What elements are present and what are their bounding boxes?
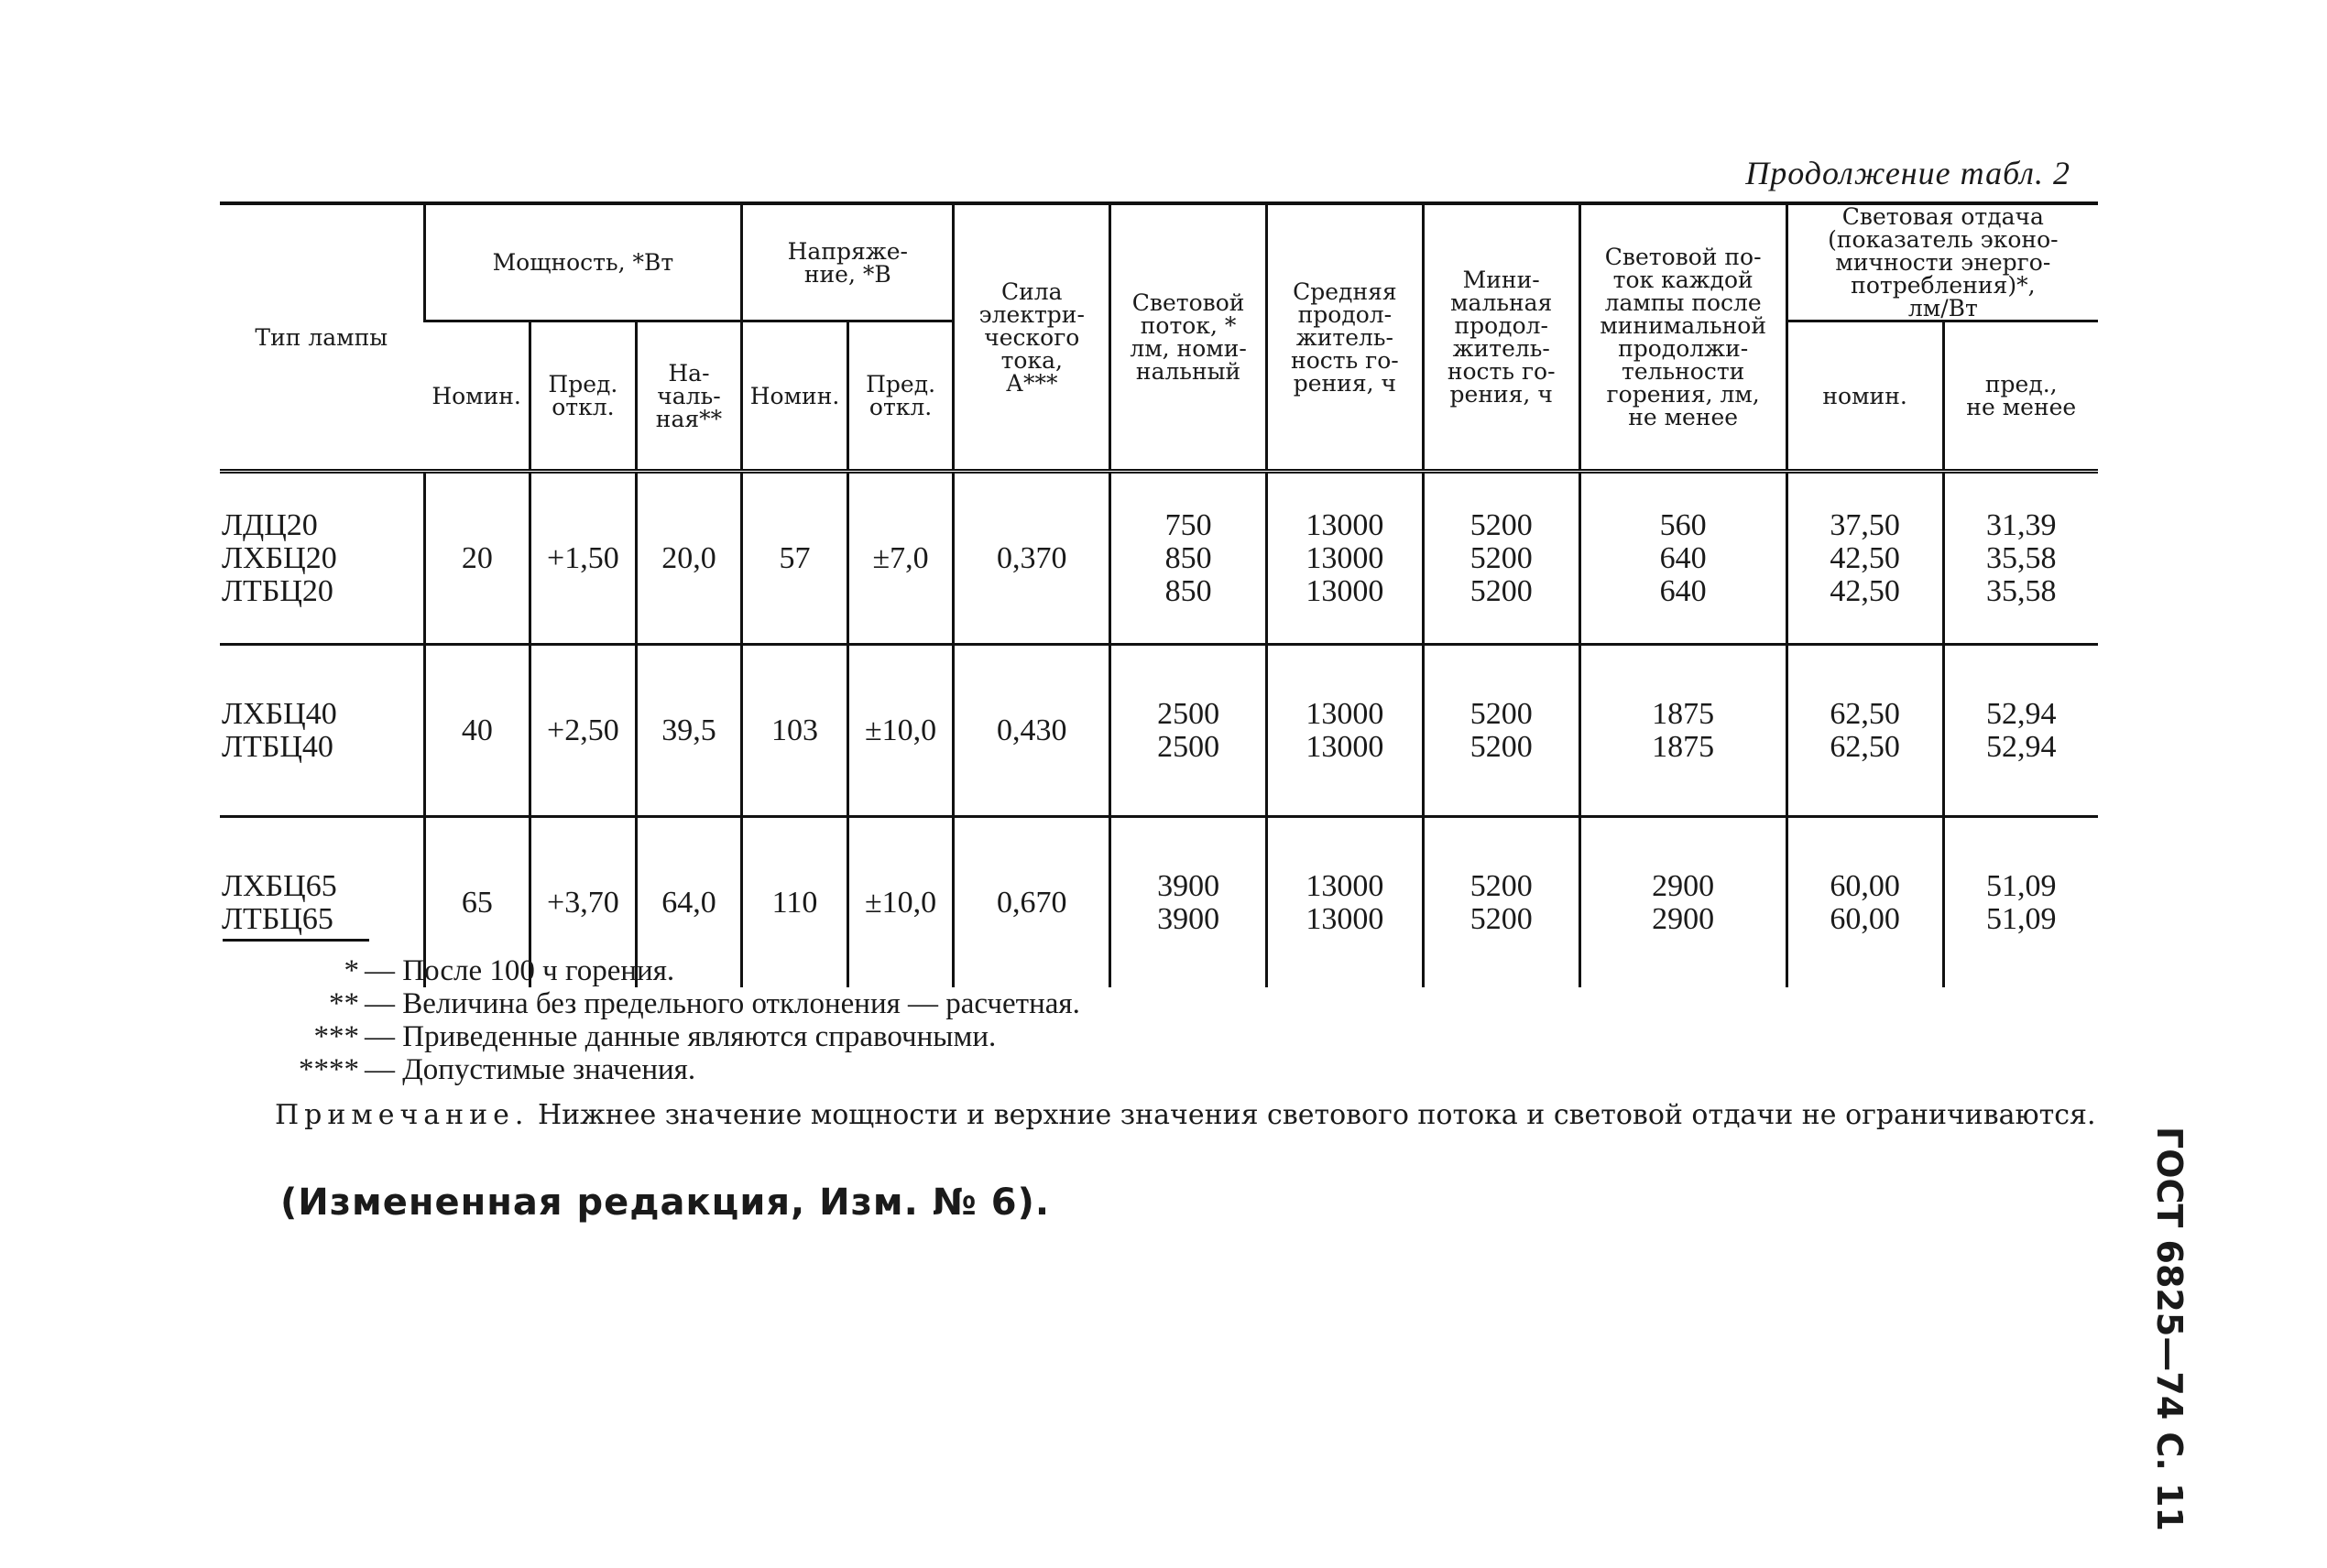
min-life-value: 5200 <box>1469 573 1533 608</box>
footnote-divider <box>223 939 369 942</box>
efficacy-nom-value: 37,50 <box>1830 507 1900 542</box>
remark-paragraph <box>220 1099 2098 1132</box>
min-life-value: 5200 <box>1469 696 1533 731</box>
flux-each-value: 640 <box>1659 573 1707 608</box>
min-life-cell <box>1423 645 1579 817</box>
table-row <box>220 472 2098 645</box>
remark-text: Нижнее значение мощности и верхние значения светового потока и световой отдачи не ограничиваются. <box>538 1099 2096 1131</box>
voltage-nom-cell: 110 <box>742 817 848 988</box>
efficacy-min-value: 51,09 <box>1986 901 2057 936</box>
flux-each-cell <box>1579 645 1786 817</box>
power-dev-cell: +2,50 <box>530 645 637 817</box>
avg-life-value: 13000 <box>1306 696 1384 731</box>
header-min-life: Мини- мальная продол- житель- ность го- рения, ч <box>1423 203 1579 472</box>
avg-life-value: 13000 <box>1306 901 1384 936</box>
lamp-parameters-table <box>220 201 2098 987</box>
current-cell: 0,430 <box>954 645 1110 817</box>
min-life-value: 5200 <box>1469 540 1533 575</box>
efficacy-min-value: 31,39 <box>1986 507 2057 542</box>
header-flux: Световой поток, * лм, номи- нальный <box>1110 203 1267 472</box>
min-life-cell <box>1423 817 1579 988</box>
min-life-value: 5200 <box>1469 729 1533 764</box>
efficacy-min-value: 51,09 <box>1986 868 2057 903</box>
flux-each-value: 640 <box>1659 540 1707 575</box>
avg-life-cell <box>1266 472 1423 645</box>
avg-life-value: 13000 <box>1306 573 1384 608</box>
lamp-type: ЛТБЦ65 <box>222 901 333 936</box>
flux-cell <box>1110 817 1267 988</box>
voltage-dev-cell: ±7,0 <box>847 472 954 645</box>
avg-life-value: 13000 <box>1306 868 1384 903</box>
avg-life-value: 13000 <box>1306 507 1384 542</box>
header-efficacy-nom: номин. <box>1786 321 1943 472</box>
efficacy-min-value: 52,94 <box>1986 696 2057 731</box>
flux-value: 3900 <box>1157 901 1220 936</box>
flux-each-value: 1875 <box>1652 729 1715 764</box>
power-init-cell: 39,5 <box>636 645 742 817</box>
header-power: Мощность, *Вт <box>424 203 742 321</box>
min-life-value: 5200 <box>1469 868 1533 903</box>
efficacy-nom-cell <box>1786 817 1943 988</box>
header-efficacy-min: пред., не менее <box>1943 321 2098 472</box>
power-init-cell: 64,0 <box>636 817 742 988</box>
header-power-nom: Номин. <box>424 321 530 472</box>
footnote <box>275 954 1080 987</box>
min-life-value: 5200 <box>1469 507 1533 542</box>
footnote-text: — После 100 ч горения. <box>365 954 675 987</box>
header-power-dev: Пред. откл. <box>530 321 637 472</box>
edition-note: (Измененная редакция, Изм. № 6). <box>280 1181 1051 1224</box>
efficacy-nom-value: 42,50 <box>1830 573 1900 608</box>
lamp-type: ЛХБЦ20 <box>222 540 337 575</box>
flux-each-value: 560 <box>1659 507 1707 542</box>
flux-value: 750 <box>1164 507 1212 542</box>
voltage-nom-cell: 103 <box>742 645 848 817</box>
power-dev-cell: +3,70 <box>530 817 637 988</box>
efficacy-nom-value: 42,50 <box>1830 540 1900 575</box>
min-life-cell <box>1423 472 1579 645</box>
flux-each-cell <box>1579 817 1786 988</box>
header-flux-each: Световой по- ток каждой лампы после минимальной продолжи- тельности горения, лм, не менее <box>1579 203 1786 472</box>
efficacy-min-value: 35,58 <box>1986 573 2057 608</box>
footnote <box>275 987 1080 1020</box>
footnote <box>275 1020 1080 1053</box>
power-init-cell: 20,0 <box>636 472 742 645</box>
flux-value: 2500 <box>1157 729 1220 764</box>
avg-life-cell <box>1266 645 1423 817</box>
header-current: Сила электри- ческого тока, А*** <box>954 203 1110 472</box>
lamp-type: ЛХБЦ65 <box>222 868 337 903</box>
table-caption: Продолжение табл. 2 <box>1745 155 2070 191</box>
remark-label: Примечание. <box>275 1099 530 1131</box>
efficacy-min-cell <box>1943 645 2098 817</box>
header-efficacy: Световая отдача (показатель эконо- мичности энерго- потребления)*, лм/Вт <box>1786 203 2098 321</box>
header-voltage: Напряже- ние, *В <box>742 203 954 321</box>
flux-value: 3900 <box>1157 868 1220 903</box>
header-voltage-nom: Номин. <box>742 321 848 472</box>
lamp-type: ЛДЦ20 <box>222 507 318 542</box>
avg-life-value: 13000 <box>1306 729 1384 764</box>
power-nom-cell: 20 <box>424 472 530 645</box>
current-cell: 0,670 <box>954 817 1110 988</box>
flux-each-value: 1875 <box>1652 696 1715 731</box>
header-avg-life: Средняя продол- житель- ность го- рения, ч <box>1266 203 1423 472</box>
flux-each-cell <box>1579 472 1786 645</box>
table-row <box>220 645 2098 817</box>
voltage-nom-cell: 57 <box>742 472 848 645</box>
footnote-mark: * <box>344 954 359 987</box>
header-voltage-dev: Пред. откл. <box>847 321 954 472</box>
avg-life-value: 13000 <box>1306 540 1384 575</box>
document-side-label: ГОСТ 6825—74 С. 11 <box>2149 1127 2190 1531</box>
header-lamp-type: Тип лампы <box>220 203 424 472</box>
footnote-text: — Приведенные данные являются справочными. <box>365 1020 997 1053</box>
footnote-mark: ** <box>329 987 359 1020</box>
lamp-type: ЛТБЦ40 <box>222 729 333 764</box>
voltage-dev-cell: ±10,0 <box>847 817 954 988</box>
efficacy-nom-value: 60,00 <box>1830 868 1900 903</box>
footnote-text: — Допустимые значения. <box>365 1053 696 1086</box>
min-life-value: 5200 <box>1469 901 1533 936</box>
avg-life-cell <box>1266 817 1423 988</box>
flux-cell <box>1110 645 1267 817</box>
footnote-mark: *** <box>313 1020 359 1053</box>
flux-value: 850 <box>1164 573 1212 608</box>
efficacy-nom-cell <box>1786 472 1943 645</box>
power-nom-cell: 65 <box>424 817 530 988</box>
efficacy-min-cell <box>1943 817 2098 988</box>
efficacy-nom-value: 62,50 <box>1830 729 1900 764</box>
flux-value: 2500 <box>1157 696 1220 731</box>
efficacy-min-value: 35,58 <box>1986 540 2057 575</box>
efficacy-min-cell <box>1943 472 2098 645</box>
footnote-mark: **** <box>299 1053 359 1086</box>
flux-cell <box>1110 472 1267 645</box>
footnote-text: — Величина без предельного отклонения — расчетная. <box>365 987 1080 1020</box>
footnote <box>275 1053 1080 1086</box>
efficacy-nom-value: 62,50 <box>1830 696 1900 731</box>
efficacy-min-value: 52,94 <box>1986 729 2057 764</box>
power-nom-cell: 40 <box>424 645 530 817</box>
voltage-dev-cell: ±10,0 <box>847 645 954 817</box>
lamp-types-cell <box>220 472 424 645</box>
flux-each-value: 2900 <box>1652 901 1715 936</box>
flux-each-value: 2900 <box>1652 868 1715 903</box>
current-cell: 0,370 <box>954 472 1110 645</box>
footnotes <box>275 954 1080 1086</box>
efficacy-nom-cell <box>1786 645 1943 817</box>
lamp-types-cell <box>220 645 424 817</box>
lamp-type: ЛТБЦ20 <box>222 573 333 608</box>
header-power-init: На- чаль- ная** <box>636 321 742 472</box>
power-dev-cell: +1,50 <box>530 472 637 645</box>
efficacy-nom-value: 60,00 <box>1830 901 1900 936</box>
lamp-type: ЛХБЦ40 <box>222 696 337 731</box>
flux-value: 850 <box>1164 540 1212 575</box>
